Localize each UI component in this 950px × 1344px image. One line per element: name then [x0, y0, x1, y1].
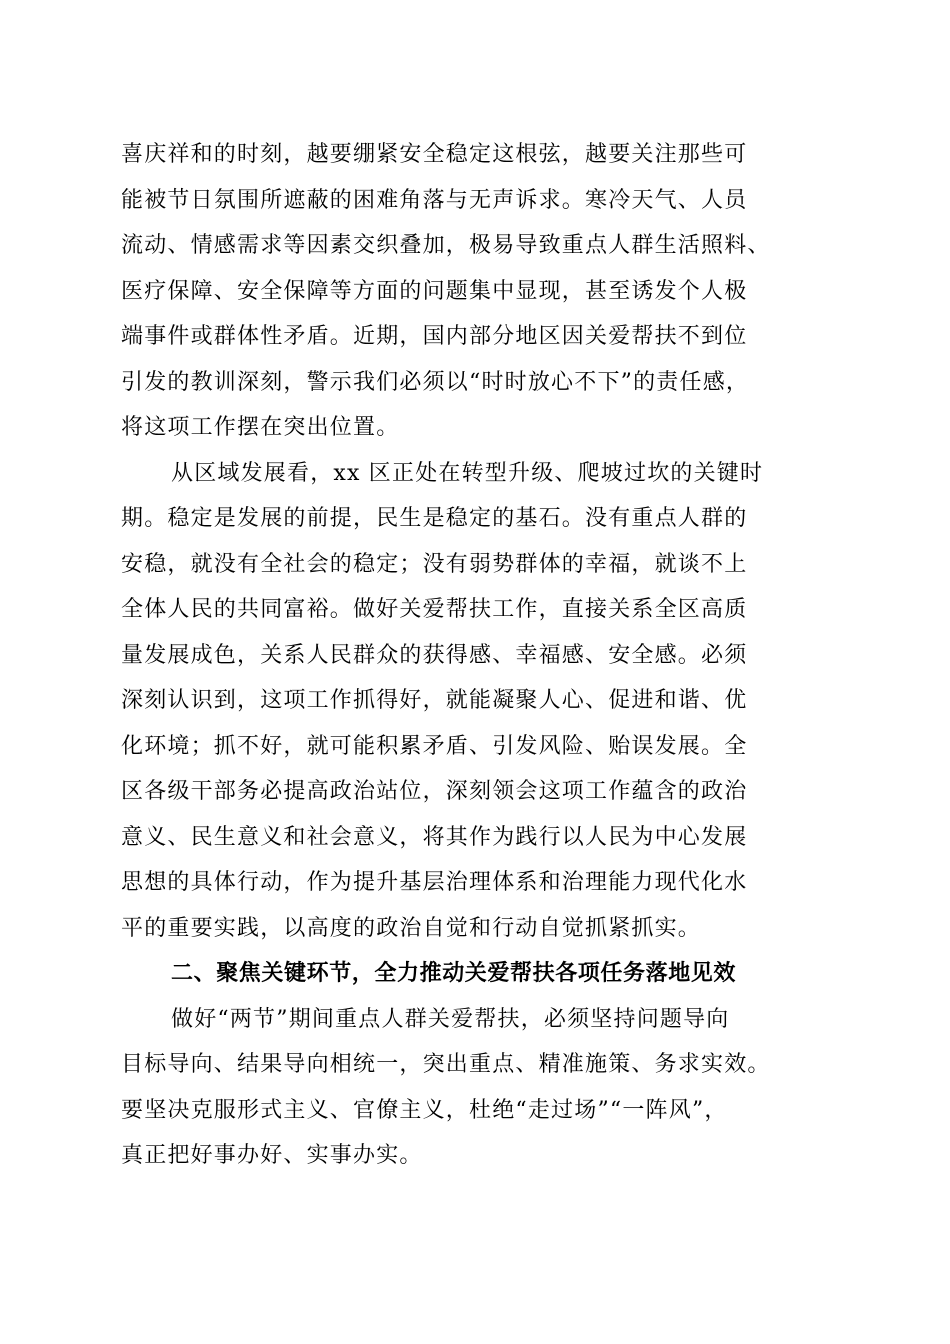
- paragraph-importance-holiday: [121, 132, 836, 451]
- text-line: 引发的教训深刻，警示我们必须以“时时放心不下”的责任感，: [121, 369, 750, 395]
- document-body: [121, 132, 836, 1179]
- text-line: 目标导向、结果导向相统一，突出重点、精准施策、务求实效。: [121, 1052, 771, 1077]
- text-line: 平的重要实践，以高度的政治自觉和行动自觉抓紧抓实。: [121, 915, 702, 941]
- text-line: 端事件或群体性矛盾。近期，国内部分地区因关爱帮扶不到位: [121, 324, 748, 349]
- text-line: 医疗保障、安全保障等方面的问题集中显现，甚至诱发个人极: [121, 278, 748, 304]
- text-line: 意义、民生意义和社会意义，将其作为践行以人民为中心发展: [121, 824, 748, 850]
- text-line: 从区域发展看，xx 区正处在转型升级、爬坡过坎的关键时: [171, 460, 764, 486]
- text-line: 安稳，就没有全社会的稳定；没有弱势群体的幸福，就谈不上: [121, 551, 748, 577]
- text-line: 流动、情感需求等因素交织叠加，极易导致重点人群生活照料、: [121, 233, 771, 258]
- text-line: 化环境；抓不好，就可能积累矛盾、引发风险、贻误发展。全: [121, 733, 748, 759]
- text-line: 喜庆祥和的时刻，越要绷紧安全稳定这根弦，越要关注那些可: [121, 142, 748, 167]
- section-heading-text: 二、聚焦关键环节，全力推动关爱帮扶各项任务落地见效: [171, 961, 737, 986]
- text-line: 量发展成色，关系人民群众的获得感、幸福感、安全感。必须: [121, 642, 748, 668]
- text-line: 将这项工作摆在突出位置。: [121, 415, 400, 440]
- text-line: 全体人民的共同富裕。做好关爱帮扶工作，直接关系全区高质: [121, 597, 748, 622]
- text-line: 期。稳定是发展的前提，民生是稳定的基石。没有重点人群的: [121, 506, 748, 531]
- text-line: 深刻认识到，这项工作抓得好，就能凝聚人心、促进和谐、优: [121, 688, 748, 713]
- text-line: 要坚决克服形式主义、官僚主义，杜绝“走过场”“一阵风”，: [121, 1097, 728, 1123]
- paragraph-key-links: [121, 997, 836, 1179]
- text-line: 真正把好事办好、实事办实。: [121, 1143, 423, 1168]
- text-line: 做好“两节”期间重点人群关爱帮扶，必须坚持问题导向: [171, 1006, 730, 1032]
- section-heading-2: [121, 951, 836, 997]
- paragraph-regional-development: [121, 451, 836, 952]
- text-line: 思想的具体行动，作为提升基层治理体系和治理能力现代化水: [121, 870, 748, 895]
- text-line: 区各级干部务必提高政治站位，深刻领会这项工作蕴含的政治: [121, 779, 748, 804]
- text-line: 能被节日氛围所遮蔽的困难角落与无声诉求。寒冷天气、人员: [121, 187, 748, 213]
